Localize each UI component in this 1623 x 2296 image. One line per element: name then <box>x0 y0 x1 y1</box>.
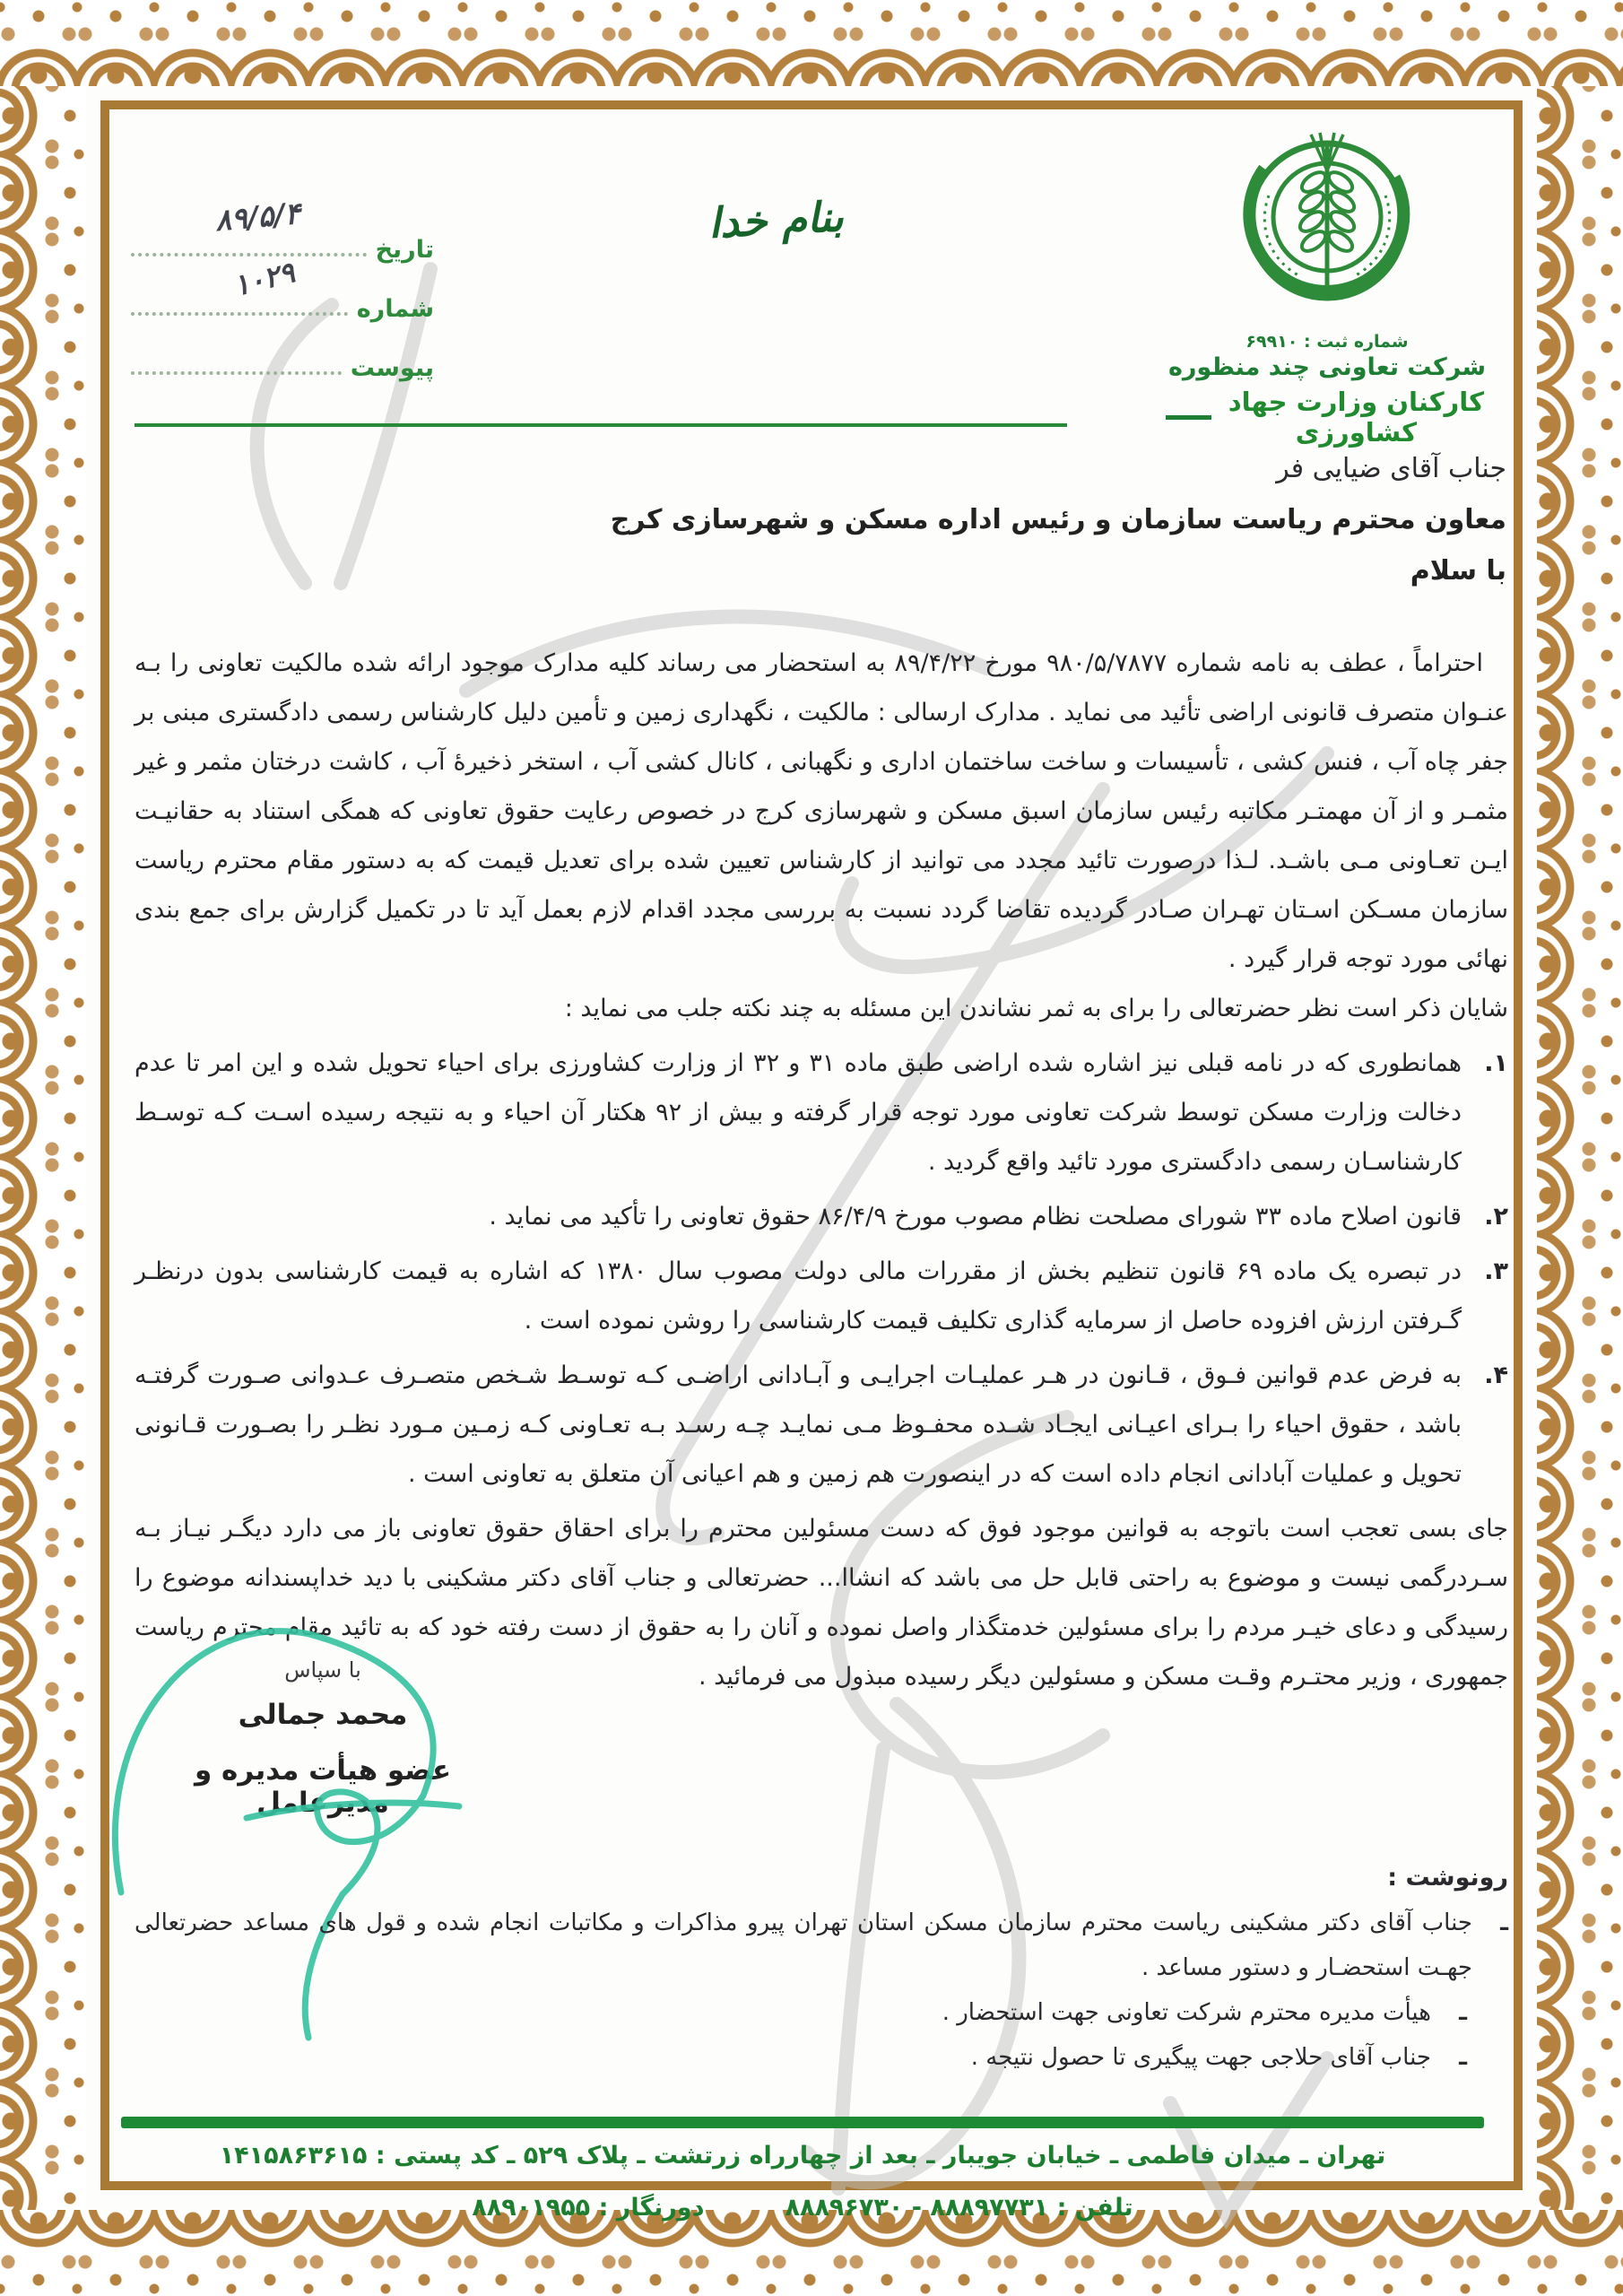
cc-block <box>135 1864 1508 2080</box>
letterhead-block <box>1166 115 1488 448</box>
date-label: تاریخ <box>375 236 434 264</box>
recipient-title: معاون محترم ریاست سازمان و رئیس اداره مسکن و شهرسازی کرج <box>610 504 1506 535</box>
cc-item-1 <box>135 1900 1508 1990</box>
signatory-name: محمد جمالی <box>238 1699 408 1731</box>
footer-contacts <box>117 2194 1488 2222</box>
body-paragraph-1: احتراماً ، عطف به نامه شماره ۹۸۰/۵/۷۸۷۷ مورخ ۸۹/۴/۲۲ به استحضار می رساند کلیه مدارک موجود ارائه شده مالکیت تعاونی را بـه عنـوان متصرف قانونی اراضی تأئید می نماید . مدارک ارسالی : مالکیت ، نگهداری زمین و تأمین دلیل کارشناس رسمی دادگستری مبنی بر جفر چاه آب ، فنس کشی ، تأسیسات و ساخت ساختمان اداری و نگهبانی ، کانال کشی آب ، استخر ذخیرهٔ آب ، کاشت درختان مثمر و غیر مثمـر و از آن مهمتـر مکاتبه رئیس سازمان اسبق مسکن و شهرسازی کرج در خصوص رعایت حقوق تعاونی که همگی استناد به حقانیـت ایـن تعـاونی مـی باشـد. لـذا درصورت تائید مجدد می توانید از کارشناس تعیین شده برای تعدیل قیمت که به دستور مقام محترم ریاست سازمان مسـکن اسـتان تهـران صـادر گردیده تقاضا گردد نسبت به بررسی مجدد اقدام لازم بعمل آید تا در تکمیل گزارش برای جمع بندی نهائی مورد توجه قرار گیرد . <box>135 649 1508 973</box>
letterhead-rule <box>135 423 1067 427</box>
recipient-block <box>135 453 1506 587</box>
signatory-title: عضو هیأت مدیره و مدیرعامل <box>194 1754 452 1819</box>
ornamental-border-left <box>0 0 86 2296</box>
attachment-label: پیوست <box>350 354 434 382</box>
footer-address: تهران ـ میدان فاطمی ـ خیابان جویبار ـ بعد از چهارراه زرتشت ـ پلاک ۵۲۹ ـ کد پستی : ۱۴۱۵۸۶۳۶۱۵ <box>219 2142 1386 2170</box>
org-name-line2: کارکنان وزارت جهاد کشاورزی <box>1228 387 1485 448</box>
cc-dash: ـ <box>1459 1999 1467 2026</box>
item-text: به فرض عدم قوانین فـوق ، قـانون در هـر عملیـات اجرایـی و آبـادانی اراضـی کـه توسـط شـخص متصـرف عـدوانی صـورت گرفتـه باشد ، حقوق احیاء را بـرای اعیـانی ایجـاد شـده محفـوظ مـی نمایـد چـه رسـد بـه تعـاونی کـه زمـین مـورد نظـر را بصـورت قـانونی تحویل و عملیات آبادانی انجام داده است که در اینصورت هم زمین و هم اعیانی آن متعلق به تعاونی است . <box>135 1361 1462 1488</box>
org-name-line1: شرکت تعاونی چند منظوره <box>1167 353 1487 381</box>
item-number: ۴. <box>1484 1361 1508 1389</box>
green-dash-line <box>1166 415 1211 420</box>
number-dotted-line <box>131 311 348 316</box>
cc-label: رونوشت : <box>1387 1864 1508 1892</box>
ornamental-border-right <box>1537 0 1623 2296</box>
list-item-3 <box>135 1247 1508 1345</box>
list-item-2 <box>135 1192 1508 1241</box>
attachment-dotted-line <box>131 370 342 375</box>
list-item-1 <box>135 1039 1508 1187</box>
ornamental-border-bottom <box>0 2210 1623 2296</box>
note-intro-line: شایان ذکر است نظر حضرتعالی را برای به ثمر نشاندن این مسئله به چند نکته جلب می نماید : <box>564 995 1508 1022</box>
handwritten-number-value: ۱۰۲۹ <box>230 255 299 303</box>
bismillah-calligraphy: بنام خدا <box>707 192 845 248</box>
handwritten-date-value: ۸۹/۵/۴ <box>213 195 302 239</box>
wheat-cooperative-logo-icon <box>1228 115 1426 330</box>
cc-item-text: جناب آقای حلاجی جهت پیگیری تا حصول نتیجه . <box>970 2044 1431 2071</box>
recipient-name: جناب آقای ضیایی فر <box>1276 453 1506 484</box>
cc-item-3 <box>135 2035 1508 2080</box>
letter-body <box>135 639 1508 1701</box>
cc-dash: ـ <box>1500 1909 1508 1936</box>
cc-item-text: هیأت مدیره محترم شرکت تعاونی جهت استحضار . <box>942 1999 1431 2026</box>
ornamental-border-top <box>0 0 1623 86</box>
number-label: شماره <box>356 295 434 323</box>
date-dotted-line <box>131 252 367 257</box>
salutation: با سلام <box>1410 555 1506 587</box>
date-number-block <box>126 195 439 382</box>
item-text: قانون اصلاح ماده ۳۳ شورای مصلحت نظام مصوب مورخ ۸۶/۴/۹ حقوق تعاونی را تأکید می نماید . <box>489 1203 1462 1231</box>
item-number: ۳. <box>1484 1257 1508 1285</box>
item-text: همانطوری که در نامه قبلی نیز اشاره شده اراضی طبق ماده ۳۱ و ۳۲ از وزارت کشاورزی برای احیاء تحویل شده و این امر تا عدم دخالت وزارت مسکن توسط شرکت تعاونی مورد توجه قرار گرفته و بیش از ۹۲ هکتار آن احیاء و به نتیجه رسیده اسـت کـه توسـط کارشناسـان رسمی دادگستری مورد تائید واقع گردید . <box>135 1049 1462 1176</box>
signature-thanks: با سپاس <box>284 1657 361 1683</box>
item-number: ۱. <box>1484 1049 1508 1077</box>
footer-phone: تلفن : ۸۸۸۹۷۷۳۱ - ۸۸۸۹۶۷۳۰ <box>785 2194 1133 2222</box>
footer-rule <box>121 2117 1484 2128</box>
attachment-row <box>126 323 439 382</box>
closing-paragraph: جای بسی تعجب است باتوجه به قوانین موجود فوق که دست مسئولین محترم را برای احقاق حقوق تعاونی باز می دارد دیگـر نیـاز بـه سـردرگمی نیست و موضوع به راحتی قابل حل می باشد که انشاا... حضرتعالی و جناب آقای دکتر مشکینی با دید خداپسندانه موضوع را رسیدگی و دعای خیـر مردم را برای مسئولین خدمتگذار واصل نموده و آنان را به حقوق از دست رفته خود که به تائید مقام محترم ریاست جمهوری ، وزیر محتـرم وقـت مسکن و مسئولین دیگر رسیده مبذول می فرمائید . <box>135 1515 1508 1691</box>
list-item-4 <box>135 1351 1508 1499</box>
registration-number: شماره ثبت : ۶۹۹۱۰ <box>1245 332 1409 352</box>
item-text: در تبصره یک ماده ۶۹ قانون تنظیم بخش از مقررات مالی دولت مصوب سال ۱۳۸۰ که اشاره به قیمت کارشناسی بدون درنظـر گـرفتن ارزش افزوده حاصل از سرمایه گذاری تکلیف قیمت کارشناسی را روشن نموده است . <box>135 1257 1462 1335</box>
cc-item-2 <box>135 1990 1508 2035</box>
signature-block <box>152 1657 493 1819</box>
cc-item-text: جناب آقای دکتر مشکینی ریاست محترم سازمان مسکن استان تهران پیرو مذاکرات و مکاتبات انجام شده و قول های مساعد حضرتعالی جهـت استحضـار و دستور مساعد . <box>135 1909 1472 1981</box>
org-name-line2-row <box>1166 387 1488 448</box>
item-number: ۲. <box>1484 1203 1508 1231</box>
footer-fax: دورنگار : ۸۸۹۰۱۹۵۵ <box>472 2194 705 2222</box>
cc-dash: ـ <box>1459 2044 1467 2071</box>
